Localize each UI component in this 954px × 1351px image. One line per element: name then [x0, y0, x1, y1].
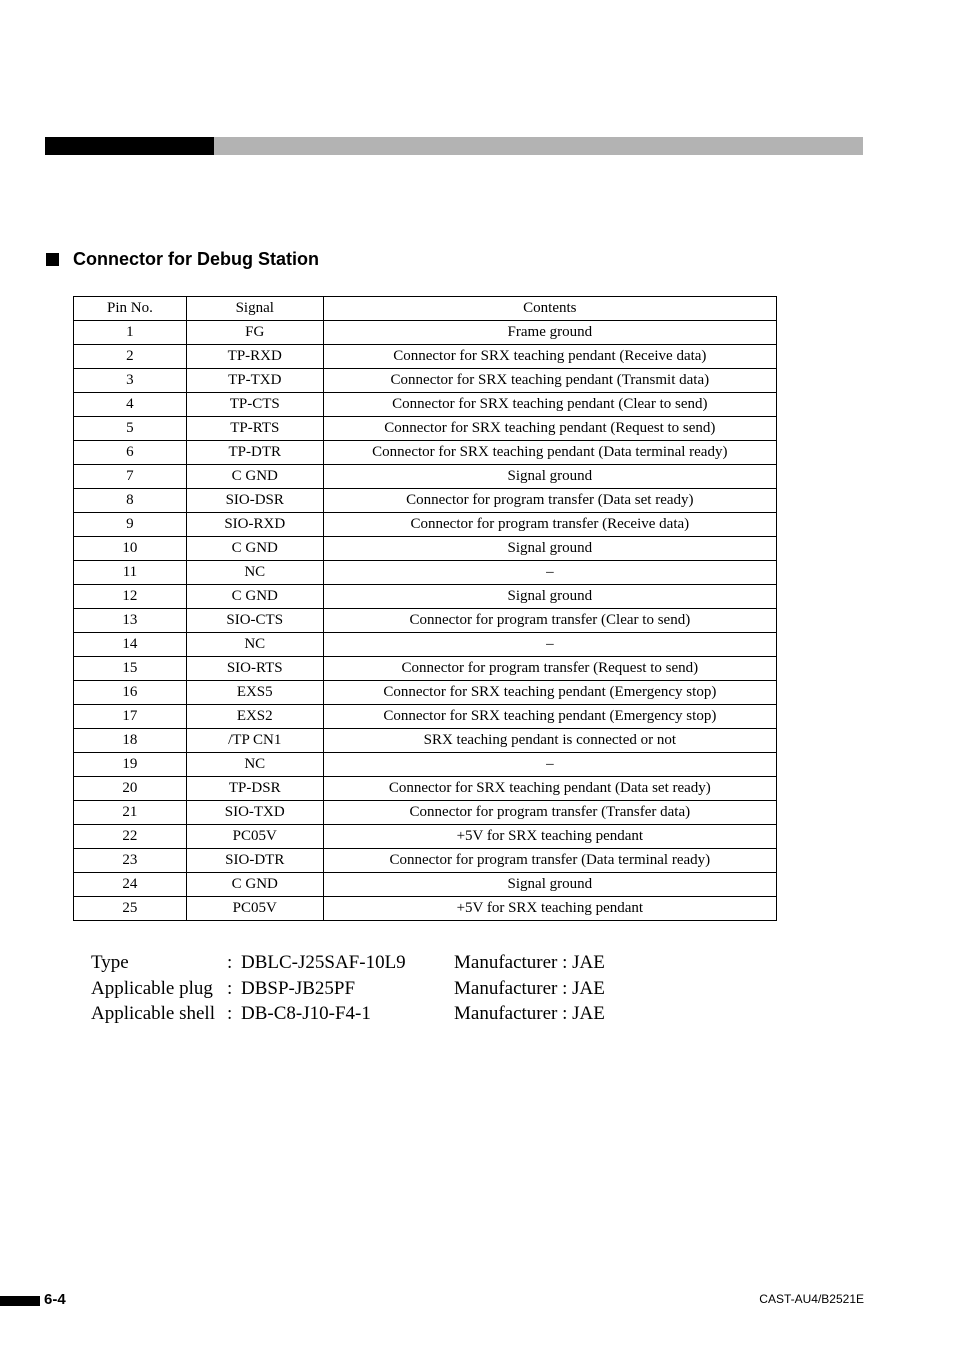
- spec-label: Applicable shell: [91, 1003, 215, 1024]
- table-header-row: [74, 297, 777, 321]
- spec-label: Type: [91, 952, 129, 973]
- contents-cell: +5V for SRX teaching pendant: [323, 825, 776, 849]
- table-row: [74, 633, 777, 657]
- table-row: [74, 537, 777, 561]
- signal-cell: PC05V: [186, 825, 323, 849]
- spec-value: DBSP-JB25PF: [241, 977, 356, 999]
- spec-colon: :: [227, 952, 233, 973]
- pin-table: [73, 296, 777, 921]
- header-signal: Signal: [186, 297, 323, 321]
- footer-bar: [0, 1296, 40, 1306]
- pin-number-cell: 1: [74, 321, 187, 345]
- contents-cell: +5V for SRX teaching pendant: [323, 897, 776, 921]
- signal-cell: NC: [186, 561, 323, 585]
- contents-cell: Signal ground: [323, 465, 776, 489]
- pin-number-cell: 25: [74, 897, 187, 921]
- signal-cell: SIO-RTS: [186, 657, 323, 681]
- table-row: [74, 897, 777, 921]
- signal-cell: NC: [186, 753, 323, 777]
- signal-cell: TP-RXD: [186, 345, 323, 369]
- spec-row-type: [91, 950, 605, 976]
- pin-number-cell: 15: [74, 657, 187, 681]
- signal-cell: C GND: [186, 585, 323, 609]
- signal-cell: /TP CN1: [186, 729, 323, 753]
- contents-cell: Connector for program transfer (Data terminal ready): [323, 849, 776, 873]
- table-row: [74, 777, 777, 801]
- contents-cell: –: [323, 561, 776, 585]
- table-row: [74, 585, 777, 609]
- pin-number-cell: 10: [74, 537, 187, 561]
- contents-cell: –: [323, 633, 776, 657]
- table-row: [74, 417, 777, 441]
- header-bar-black: [45, 137, 214, 155]
- connector-specs: [91, 950, 605, 1027]
- table-row: [74, 753, 777, 777]
- pin-number-cell: 5: [74, 417, 187, 441]
- signal-cell: SIO-RXD: [186, 513, 323, 537]
- pin-number-cell: 3: [74, 369, 187, 393]
- pin-number-cell: 22: [74, 825, 187, 849]
- pin-number-cell: 7: [74, 465, 187, 489]
- signal-cell: TP-DTR: [186, 441, 323, 465]
- spec-manufacturer: Manufacturer : JAE: [454, 1003, 605, 1024]
- table-row: [74, 441, 777, 465]
- signal-cell: TP-RTS: [186, 417, 323, 441]
- contents-cell: Signal ground: [323, 585, 776, 609]
- table-row: [74, 465, 777, 489]
- contents-cell: –: [323, 753, 776, 777]
- table-row: [74, 657, 777, 681]
- contents-cell: Connector for SRX teaching pendant (Clear to send): [323, 393, 776, 417]
- pin-number-cell: 8: [74, 489, 187, 513]
- table-row: [74, 393, 777, 417]
- square-bullet-icon: [46, 253, 59, 266]
- contents-cell: Frame ground: [323, 321, 776, 345]
- section-title: Connector for Debug Station: [73, 249, 319, 269]
- contents-cell: Signal ground: [323, 537, 776, 561]
- spec-row-plug: [91, 976, 605, 1002]
- table-row: [74, 561, 777, 585]
- table-row: [74, 729, 777, 753]
- table-row: [74, 849, 777, 873]
- spec-colon: :: [227, 1003, 233, 1024]
- header-bar-gray: [214, 137, 863, 155]
- contents-cell: Connector for program transfer (Clear to send): [323, 609, 776, 633]
- table-row: [74, 705, 777, 729]
- pin-number-cell: 2: [74, 345, 187, 369]
- section-heading: [46, 249, 319, 270]
- pin-number-cell: 24: [74, 873, 187, 897]
- table-row: [74, 801, 777, 825]
- signal-cell: FG: [186, 321, 323, 345]
- pin-number-cell: 14: [74, 633, 187, 657]
- spec-label: Applicable plug: [91, 977, 213, 999]
- signal-cell: SIO-DSR: [186, 489, 323, 513]
- pin-number-cell: 12: [74, 585, 187, 609]
- contents-cell: Connector for program transfer (Transfer data): [323, 801, 776, 825]
- signal-cell: SIO-CTS: [186, 609, 323, 633]
- contents-cell: Connector for program transfer (Request to send): [323, 657, 776, 681]
- table-row: [74, 369, 777, 393]
- contents-cell: Connector for SRX teaching pendant (Data set ready): [323, 777, 776, 801]
- table-row: [74, 345, 777, 369]
- table-row: [74, 321, 777, 345]
- spec-colon: :: [227, 977, 233, 999]
- signal-cell: C GND: [186, 873, 323, 897]
- pin-number-cell: 6: [74, 441, 187, 465]
- spec-row-shell: [91, 1001, 605, 1027]
- pin-number-cell: 11: [74, 561, 187, 585]
- contents-cell: Connector for program transfer (Receive data): [323, 513, 776, 537]
- pin-number-cell: 4: [74, 393, 187, 417]
- pin-number-cell: 20: [74, 777, 187, 801]
- contents-cell: Connector for SRX teaching pendant (Emergency stop): [323, 681, 776, 705]
- table-row: [74, 681, 777, 705]
- signal-cell: EXS2: [186, 705, 323, 729]
- table-row: [74, 609, 777, 633]
- signal-cell: C GND: [186, 537, 323, 561]
- signal-cell: C GND: [186, 465, 323, 489]
- signal-cell: TP-CTS: [186, 393, 323, 417]
- pin-number-cell: 19: [74, 753, 187, 777]
- signal-cell: EXS5: [186, 681, 323, 705]
- table-row: [74, 873, 777, 897]
- signal-cell: TP-TXD: [186, 369, 323, 393]
- pin-number-cell: 17: [74, 705, 187, 729]
- header-pin-no: Pin No.: [74, 297, 187, 321]
- signal-cell: NC: [186, 633, 323, 657]
- page-number: 6-4: [44, 1291, 66, 1308]
- contents-cell: Connector for SRX teaching pendant (Request to send): [323, 417, 776, 441]
- contents-cell: SRX teaching pendant is connected or not: [323, 729, 776, 753]
- table-row: [74, 825, 777, 849]
- contents-cell: Connector for SRX teaching pendant (Receive data): [323, 345, 776, 369]
- contents-cell: Connector for SRX teaching pendant (Emergency stop): [323, 705, 776, 729]
- spec-manufacturer: Manufacturer : JAE: [454, 977, 605, 999]
- spec-value: DBLC-J25SAF-10L9: [241, 952, 406, 973]
- contents-cell: Connector for program transfer (Data set ready): [323, 489, 776, 513]
- pin-number-cell: 21: [74, 801, 187, 825]
- signal-cell: SIO-DTR: [186, 849, 323, 873]
- document-code: CAST-AU4/B2521E: [759, 1292, 864, 1306]
- signal-cell: TP-DSR: [186, 777, 323, 801]
- contents-cell: Connector for SRX teaching pendant (Transmit data): [323, 369, 776, 393]
- spec-value: DB-C8-J10-F4-1: [241, 1003, 371, 1024]
- pin-number-cell: 16: [74, 681, 187, 705]
- pin-number-cell: 18: [74, 729, 187, 753]
- pin-number-cell: 9: [74, 513, 187, 537]
- signal-cell: SIO-TXD: [186, 801, 323, 825]
- table-row: [74, 513, 777, 537]
- table-row: [74, 489, 777, 513]
- header-contents: Contents: [323, 297, 776, 321]
- contents-cell: Connector for SRX teaching pendant (Data terminal ready): [323, 441, 776, 465]
- pin-number-cell: 13: [74, 609, 187, 633]
- signal-cell: PC05V: [186, 897, 323, 921]
- contents-cell: Signal ground: [323, 873, 776, 897]
- pin-number-cell: 23: [74, 849, 187, 873]
- spec-manufacturer: Manufacturer : JAE: [454, 952, 605, 973]
